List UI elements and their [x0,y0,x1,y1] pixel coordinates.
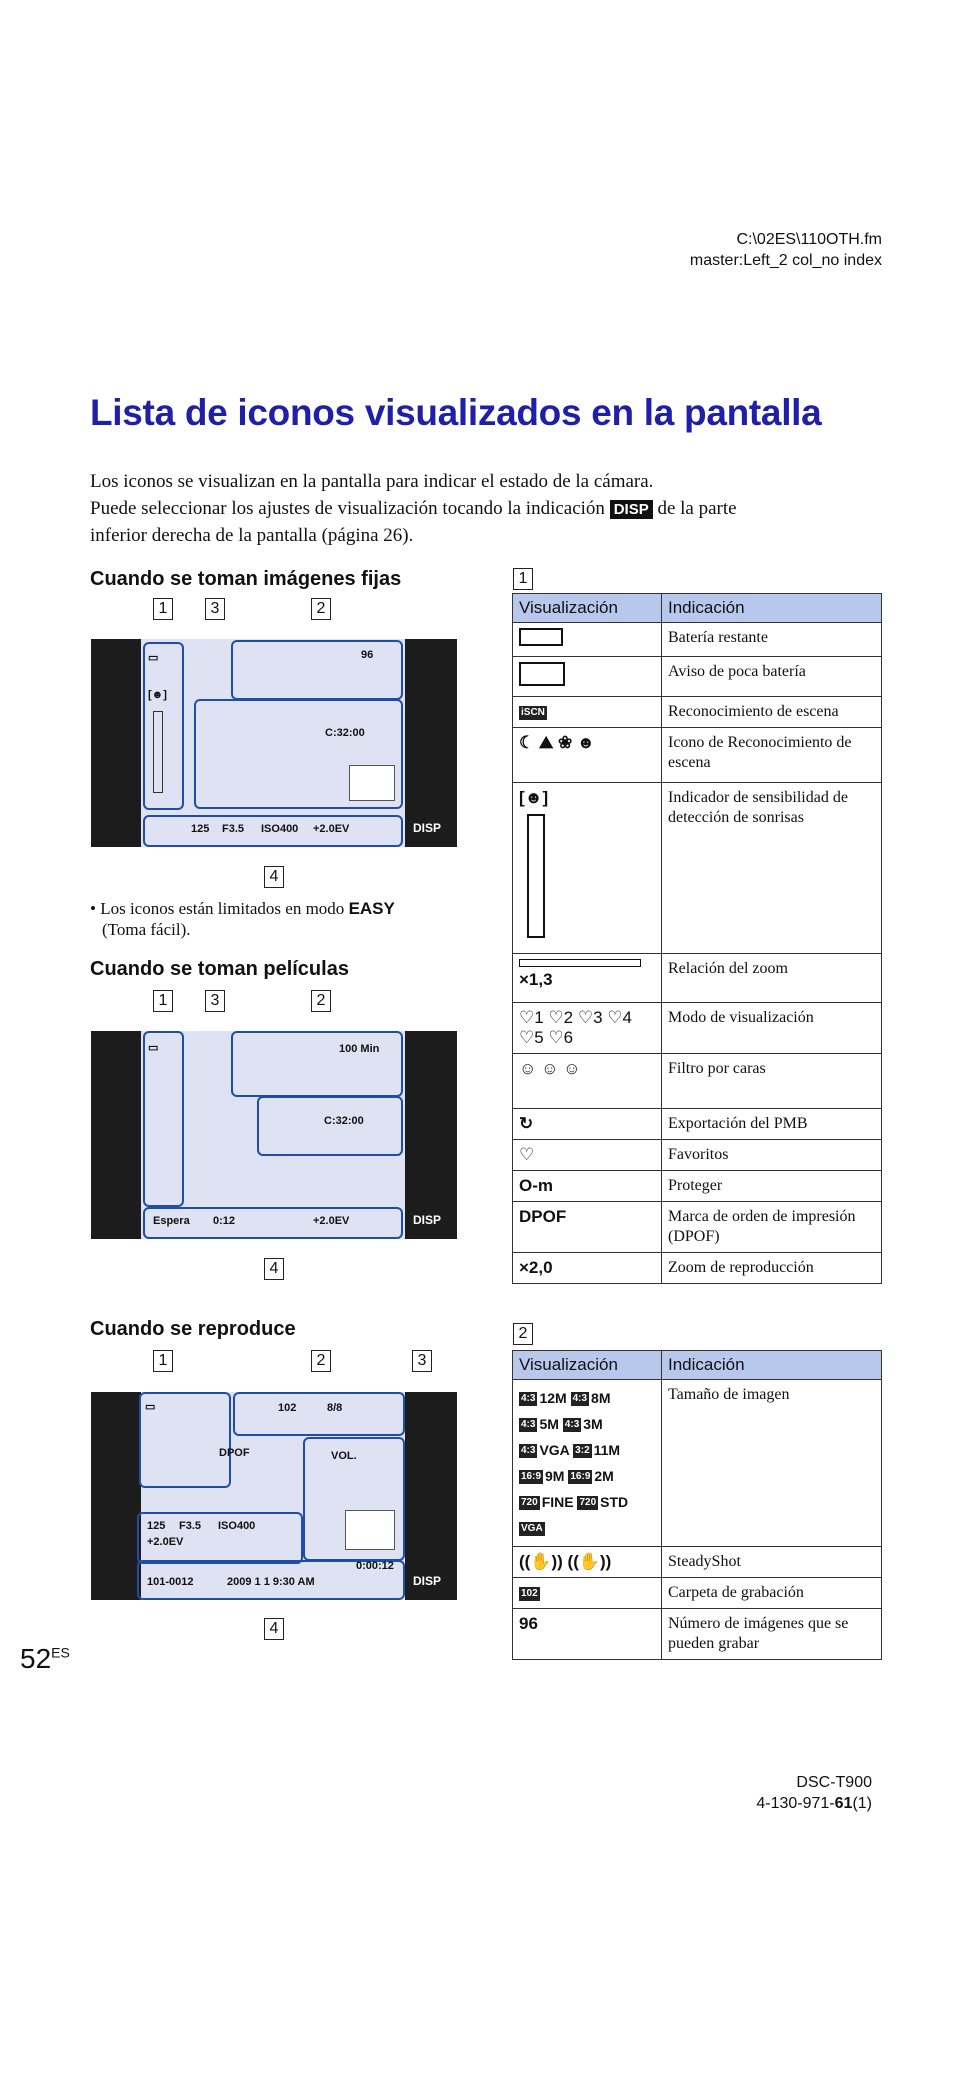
callout-4-play [264,1618,284,1640]
table-row [513,1003,882,1054]
col-visualizacion: Visualización [513,594,662,623]
callout-number: 3 [205,598,225,620]
volume-label: VOL. [331,1450,357,1462]
shots-count: 96 [361,649,374,661]
table-row [513,697,882,728]
table2-callout [513,1323,533,1345]
table-row [513,1547,882,1578]
table-row [513,954,882,1003]
still-ev: +2.0EV [313,823,350,835]
page-suffix: ES [51,1644,70,1661]
still-iso: ISO400 [261,823,299,835]
low-battery-icon [519,662,565,686]
row-indication: Zoom de reproducción [662,1253,882,1284]
callout-2-still [311,598,331,620]
play-iso: ISO400 [218,1520,256,1532]
model-name: DSC-T900 [796,1774,872,1791]
row-indication: Carpeta de grabación [662,1578,882,1609]
row-indication: Exportación del PMB [662,1109,882,1140]
play-ev: +2.0EV [147,1536,184,1548]
playback-zoom-icon: ×2,0 [513,1253,662,1284]
disp-button[interactable]: DISP [413,1213,442,1227]
row-indication: Filtro por caras [662,1054,882,1109]
scene-recognition-icon: iSCN [521,706,545,718]
protect-icon: O-m [513,1171,662,1202]
battery-icon: ▭ [148,1042,159,1054]
zoom-bar [519,959,641,967]
intro-line-3: inferior derecha de la pantalla (página 26). [90,525,414,546]
callout-number: 2 [513,1323,533,1345]
row-indication: Icono de Reconocimiento de escena [662,728,882,783]
note-text-2: (Toma fácil). [102,920,191,939]
callout-3-play [412,1350,432,1372]
callout-4-still [264,866,284,888]
area-1-box [143,1031,184,1207]
disp-button[interactable]: DISP [413,1574,442,1588]
page-title: Lista de iconos visualizados en la pantalla [90,392,822,433]
still-screen [91,639,457,847]
easy-label: EASY [348,899,395,918]
row-indication: Aviso de poca batería [662,657,882,697]
callout-number: 1 [153,1350,173,1372]
table-row [513,1202,882,1253]
callout-3-movie [205,990,225,1012]
row-indication: Marca de orden de impresión (DPOF) [662,1202,882,1253]
table1-callout [513,568,533,590]
row-indication: Favoritos [662,1140,882,1171]
table-row [513,1054,882,1109]
row-indication: Número de imágenes que se pueden grabar [662,1609,882,1660]
folder-icon: 102 [521,1587,538,1599]
face-filter-icons: ☺ ☺ ☺ [513,1054,662,1109]
page-number [20,1643,70,1675]
callout-number: 1 [153,990,173,1012]
area-1-box [143,642,184,810]
smile-icon: [☻] [148,689,167,701]
callout-number: 3 [412,1350,432,1372]
row-indication: Reconocimiento de escena [662,697,882,728]
product-code: 4-130-971-61(1) [756,1795,872,1812]
page-number-value: 52 [20,1643,52,1674]
callout-1-movie [153,990,173,1012]
disp-badge: DISP [610,500,653,519]
area-2-box [231,640,403,700]
scene-icons: ☾ ⛰ ❀ ☻ [513,728,662,783]
histogram [345,1510,395,1550]
disp-button[interactable]: DISP [413,821,442,835]
play-speed: 125 [147,1520,166,1532]
table-area-2 [512,1350,882,1660]
recording-date: 2009 1 1 9:30 AM [227,1576,315,1588]
file-path: C:\02ES\110OTH.fm [736,231,882,248]
table-row [513,1253,882,1284]
callout-3-still [205,598,225,620]
footer [756,1772,872,1814]
intro-line-2 [90,495,880,522]
col-visualizacion: Visualización [513,1351,662,1380]
movie-screen [91,1031,457,1239]
area-2-box [231,1031,403,1097]
row-indication: Proteger [662,1171,882,1202]
sensitivity-bar [527,814,545,938]
col-indicacion: Indicación [662,594,882,623]
section-still-title: Cuando se toman imágenes fijas [90,568,402,590]
play-fstop: F3.5 [179,1520,202,1532]
callout-number: 2 [311,1350,331,1372]
callout-number: 4 [264,1258,284,1280]
table-row [513,1609,882,1660]
battery-icon: ▭ [145,1401,156,1413]
file-path-header [690,229,882,271]
histogram [349,765,395,801]
callout-2-play [311,1350,331,1372]
callout-number: 4 [264,1618,284,1640]
master-label: master:Left_2 col_no index [689,252,882,269]
table-row [513,1578,882,1609]
callout-number: 3 [205,990,225,1012]
pmb-export-icon: ↻ [513,1109,662,1140]
image-size-icons: 4:3 12M 4:3 8M 4:3 5M 4:3 3M 4:3 VGA 3:2 11M 16:9 9M 16:9 2M 720 FINE 720 STD VGA [513,1380,662,1547]
image-count: 8/8 [327,1402,343,1414]
row-indication: Indicador de sensibilidad de detección de sonrisas [662,783,882,954]
callout-number: 2 [311,990,331,1012]
remaining-time: 100 Min [339,1043,380,1055]
steadyshot-icons: ((✋)) ((✋)) [513,1547,662,1578]
callout-2-movie [311,990,331,1012]
area-2-box [233,1392,405,1436]
callout-number: 4 [264,866,284,888]
table-row [513,1140,882,1171]
row-indication: Modo de visualización [662,1003,882,1054]
view-mode-icons: ♡1 ♡2 ♡3 ♡4 ♡5 ♡6 [513,1003,662,1054]
callout-4-movie [264,1258,284,1280]
table-row [513,1380,882,1547]
table-area-1 [512,593,882,1284]
table-row [513,657,882,697]
zoom-ratio: ×1,3 [519,970,553,989]
easy-note [90,898,460,940]
still-timer: C:32:00 [325,727,365,739]
movie-time: 0:12 [213,1215,236,1227]
callout-number: 1 [513,568,533,590]
still-fstop: F3.5 [222,823,245,835]
intro-line-2-post: de la parte [657,498,737,519]
note-text: • Los iconos están limitados en modo [90,899,345,918]
playback-screen [91,1392,457,1600]
intro-line-1: Los iconos se visualizan en la pantalla para indicar el estado de la cámara. [90,471,654,492]
row-indication: Relación del zoom [662,954,882,1003]
row-indication: SteadyShot [662,1547,882,1578]
smile-sensitivity-icon: [☻] [519,788,549,807]
folder-number: 102 [278,1402,297,1414]
intro-text [90,468,880,549]
callout-1-play [153,1350,173,1372]
row-indication: Batería restante [662,623,882,657]
col-indicacion: Indicación [662,1351,882,1380]
section-movie-title: Cuando se toman películas [90,958,349,980]
movie-timer: C:32:00 [324,1115,364,1127]
remaining-shots: 96 [513,1609,662,1660]
callout-number: 2 [311,598,331,620]
callout-number: 1 [153,598,173,620]
dpof-mark: DPOF [219,1447,250,1459]
battery-icon: ▭ [148,652,159,664]
table-row [513,1171,882,1202]
movie-ev: +2.0EV [313,1215,350,1227]
dpof-icon: DPOF [513,1202,662,1253]
table-row [513,623,882,657]
intro-line-2-pre: Puede seleccionar los ajustes de visualización tocando la indicación [90,498,605,519]
favorites-icon: ♡ [513,1140,662,1171]
table-row [513,728,882,783]
row-indication: Tamaño de imagen [662,1380,882,1547]
standby-label: Espera [153,1215,190,1227]
table-row [513,783,882,954]
section-playback-title: Cuando se reproduce [90,1318,296,1340]
file-number: 101-0012 [147,1576,194,1588]
elapsed-time: 0:00:12 [356,1560,394,1572]
battery-icon [519,628,563,646]
table-row [513,1109,882,1140]
still-speed: 125 [191,823,210,835]
callout-1-still [153,598,173,620]
